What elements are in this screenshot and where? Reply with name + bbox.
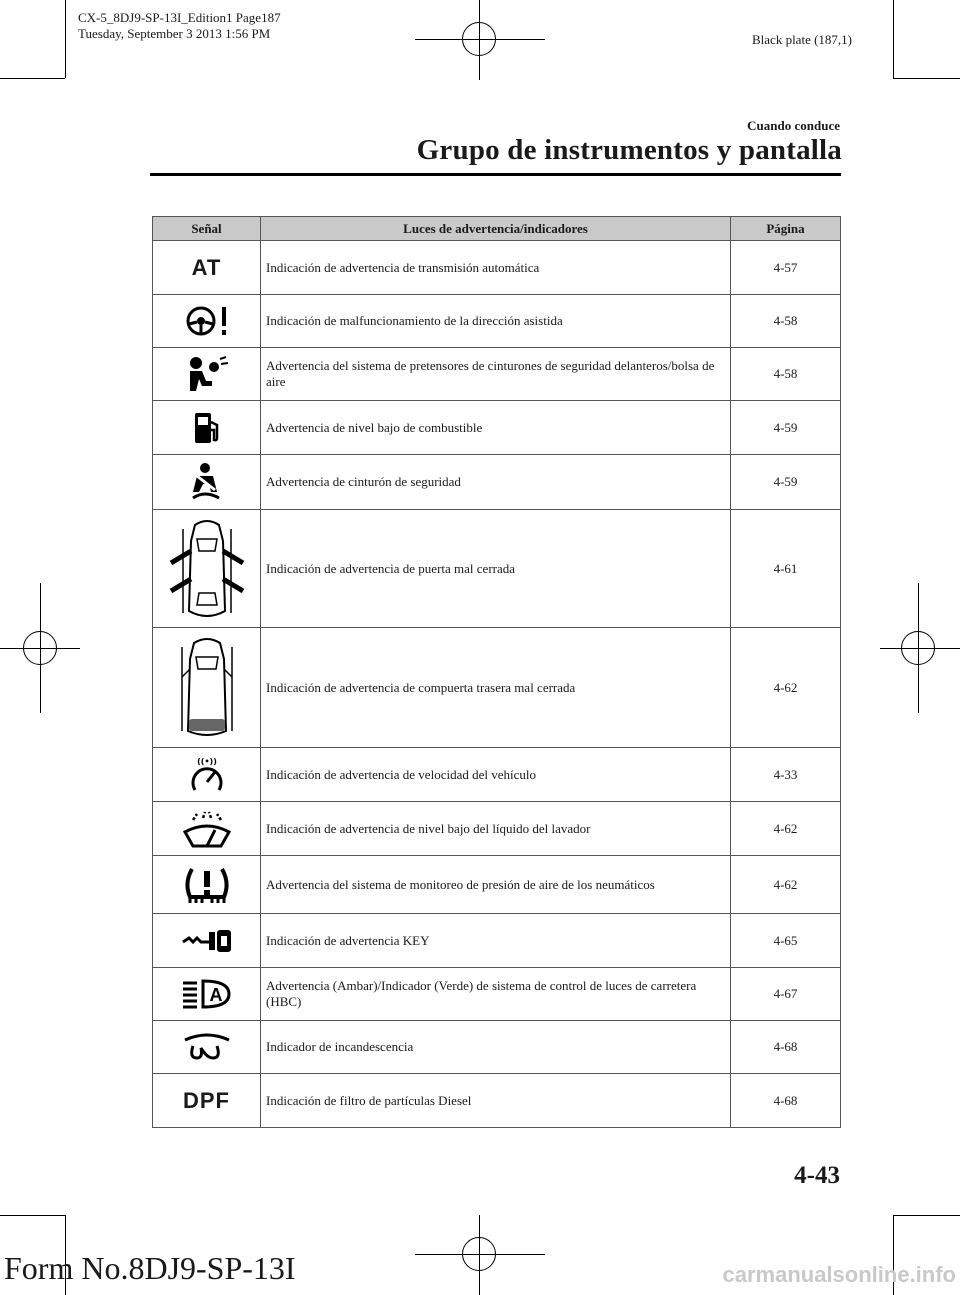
crop-mark [0,78,65,79]
signals-table [152,216,841,1128]
tire-pressure-icon [182,863,232,907]
section-label: Cuando conduce [747,118,840,133]
table-row [153,914,841,968]
plate-info [78,10,281,42]
row-page: 4-58 [731,295,841,348]
row-page: 4-58 [731,348,841,401]
dpf-icon: DPF [183,1087,230,1113]
chapter-title: Grupo de instrumentos y pantalla [416,134,842,166]
washer-fluid-icon [181,810,233,848]
fuel-pump-icon [192,410,222,446]
registration-line [479,1215,480,1295]
row-description: Indicación de advertencia de nivel bajo del líquido del lavador [261,802,731,856]
table-row [153,748,841,802]
registration-line [880,648,960,649]
table-row [153,1074,841,1128]
registration-line [479,0,480,80]
row-description: Indicación de advertencia KEY [261,914,731,968]
table-row [153,856,841,914]
column-header-signal: Señal [153,217,261,241]
row-page: 4-57 [731,241,841,295]
speed-warning-icon [187,756,227,794]
row-page: 4-61 [731,510,841,628]
row-description: Indicación de advertencia de puerta mal cerrada [261,510,731,628]
row-page: 4-68 [731,1021,841,1074]
power-steering-icon [182,304,232,338]
table-row [153,348,841,401]
table-row [153,968,841,1021]
registration-line [0,648,80,649]
row-description: Indicación de advertencia de compuerta trasera mal cerrada [261,628,731,748]
row-description: Advertencia del sistema de monitoreo de presión de aire de los neumáticos [261,856,731,914]
table-row [153,628,841,748]
column-header-page: Página [731,217,841,241]
row-description: Advertencia de nivel bajo de combustible [261,401,731,455]
page-number: 4-43 [794,1162,840,1189]
row-description: Advertencia del sistema de pretensores de cinturones de seguridad delanteros/bolsa de aire [261,348,731,401]
crop-mark [65,0,66,78]
plate-date: Tuesday, September 3 2013 1:56 PM [78,26,271,41]
crop-mark [0,1215,65,1216]
row-page: 4-65 [731,914,841,968]
row-description: Advertencia (Ambar)/Indicador (Verde) de sistema de control de luces de carretera (HBC) [261,968,731,1021]
glow-plug-icon [181,1032,233,1062]
airbag-pretensioner-icon [182,355,232,393]
row-page: 4-59 [731,401,841,455]
row-description: Indicación de filtro de partículas Diesel [261,1074,731,1128]
watermark: carmanualsonline.info [722,1262,956,1287]
key-warning-icon [181,928,233,954]
svg-text:((•)): ((•)) [196,756,217,766]
row-description: Indicación de advertencia de velocidad del vehículo [261,748,731,802]
form-number: Form No.8DJ9-SP-13I [4,1250,296,1286]
table-row [153,455,841,510]
table-row [153,401,841,455]
row-description: Indicación de advertencia de transmisión automática [261,241,731,295]
table-row [153,802,841,856]
at-transmission-icon: AT [191,254,222,280]
table-row [153,241,841,295]
title-rule [150,173,841,176]
table-row [153,1021,841,1074]
row-page: 4-59 [731,455,841,510]
svg-text:A: A [209,985,222,1005]
liftgate-ajar-icon [172,635,242,741]
table-row [153,510,841,628]
row-page: 4-68 [731,1074,841,1128]
plate-file: CX-5_8DJ9-SP-13I_Edition1 Page187 [78,10,281,25]
table-row [153,295,841,348]
hbc-headlight-icon [181,977,233,1011]
column-header-lights: Luces de advertencia/indicadores [261,217,731,241]
crop-mark [893,78,960,79]
row-page: 4-67 [731,968,841,1021]
row-page: 4-62 [731,802,841,856]
registration-line [415,1254,545,1255]
crop-mark [893,1215,960,1216]
door-ajar-icon [161,517,253,621]
row-description: Indicación de malfuncionamiento de la dirección asistida [261,295,731,348]
row-description: Advertencia de cinturón de seguridad [261,455,731,510]
table-header-row [153,217,841,241]
seat-belt-icon [187,462,227,502]
row-page: 4-33 [731,748,841,802]
registration-line [415,39,545,40]
plate-code: Black plate (187,1) [752,32,852,47]
crop-mark [893,0,894,78]
row-description: Indicador de incandescencia [261,1021,731,1074]
row-page: 4-62 [731,628,841,748]
row-page: 4-62 [731,856,841,914]
